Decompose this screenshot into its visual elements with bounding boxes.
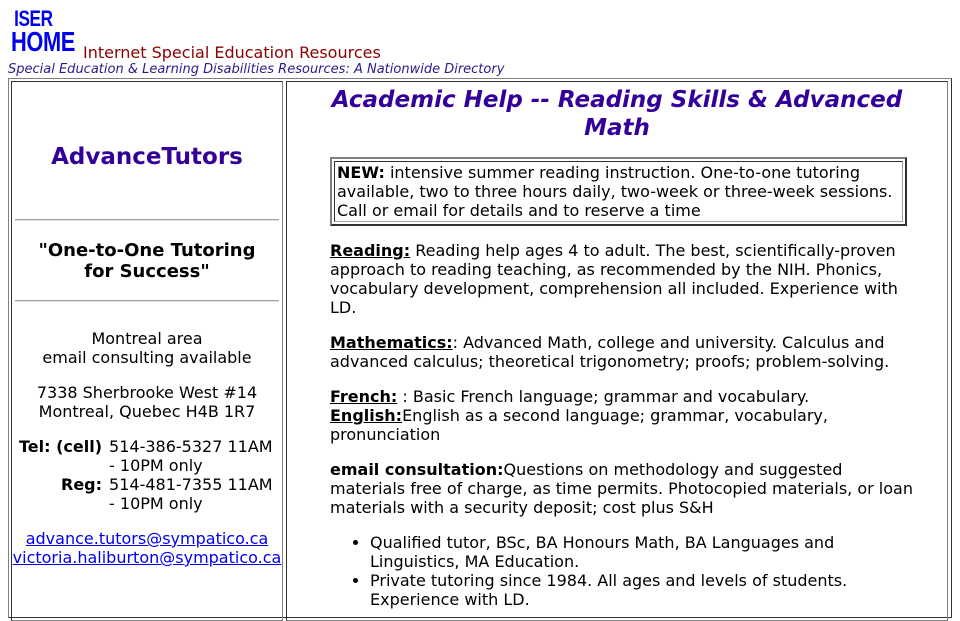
divider xyxy=(15,300,279,302)
section-label: Mathematics: xyxy=(330,333,453,352)
section-mathematics xyxy=(330,333,915,371)
address-line-1: 7338 Sherbrooke West #14 xyxy=(36,383,258,402)
section-languages xyxy=(330,387,915,444)
new-notice-box xyxy=(330,157,907,226)
services-content xyxy=(330,241,915,609)
slogan-line-1: "One-to-One Tutoring xyxy=(38,240,256,261)
phone-value: 514-481-7355 11AM - 10PM only xyxy=(109,475,273,513)
page-header xyxy=(0,0,960,78)
logo-line-2: HOME xyxy=(11,26,75,57)
iser-home-logo-link[interactable] xyxy=(11,6,75,57)
divider xyxy=(15,219,279,221)
new-text: intensive summer reading instruction. One-to-one tutoring available, two to three hours daily, two-week or three-week sessions. Call or email for details and to reserve a time xyxy=(337,163,893,220)
phone-value: 514-386-5327 11AM - 10PM only xyxy=(109,437,273,475)
section-label: English: xyxy=(330,406,403,425)
email-link-victoria[interactable]: victoria.haliburton@sympatico.ca xyxy=(12,548,282,567)
site-tagline: Special Education & Learning Disabilities Resources: A Nationwide Directory xyxy=(8,62,505,77)
slogan xyxy=(12,240,282,282)
section-email-consultation xyxy=(330,460,915,517)
section-label: French: xyxy=(330,387,398,406)
section-label: email consultation: xyxy=(330,460,504,479)
slogan-line-2: for Success" xyxy=(84,261,210,282)
section-text: English as a second language; grammar, vocabulary, pronunciation xyxy=(330,406,828,444)
main-layout-table xyxy=(8,78,952,618)
section-text: : Advanced Math, college and university. Calculus and advanced calculus; theoretical trigonometry; proofs; problem-solving. xyxy=(330,333,890,371)
phone-row-reg xyxy=(18,475,282,513)
new-label: NEW: xyxy=(337,163,385,182)
address-line-2: Montreal, Quebec H4B 1R7 xyxy=(38,402,256,421)
list-item: • Private tutoring since 1984. All ages and levels of students. Experience with LD. xyxy=(370,571,915,609)
list-item: • Qualified tutor, BSc, BA Honours Math, BA Languages and Linguistics, MA Education. xyxy=(370,533,915,571)
area-line-1: Montreal area xyxy=(91,329,203,348)
email-links xyxy=(12,529,282,567)
address xyxy=(12,383,282,421)
new-notice xyxy=(334,161,903,222)
section-label: Reading: xyxy=(330,241,411,260)
section-reading xyxy=(330,241,915,317)
contact-sidebar xyxy=(11,81,283,621)
service-area xyxy=(12,329,282,367)
section-text: Reading help ages 4 to adult. The best, scientifically-proven approach to reading teaching, as recommended by the NIH. Phonics, vocabulary development, comprehension all included. Experience with LD. xyxy=(330,241,898,317)
main-content xyxy=(286,81,948,621)
page-title: Academic Help -- Reading Skills & Advanced Math xyxy=(331,87,903,141)
site-title: Internet Special Education Resources xyxy=(83,43,381,62)
phone-label: Reg: xyxy=(61,475,103,494)
qualifications-list xyxy=(330,533,915,609)
phone-row-cell xyxy=(18,437,282,475)
section-text: : Basic French language; grammar and vocabulary. xyxy=(397,387,810,406)
brand-name: AdvanceTutors xyxy=(51,144,243,170)
logo-line-1: ISER xyxy=(14,6,53,31)
phone-label: Tel: (cell) xyxy=(19,437,103,456)
phone-table xyxy=(18,437,282,513)
email-link-advance-tutors[interactable]: advance.tutors@sympatico.ca xyxy=(25,529,269,548)
area-line-2: email consulting available xyxy=(42,348,252,367)
section-text: Questions on methodology and suggested materials free of charge, as time permits. Photocopied materials, or loan materials with a security deposit; cost plus S&H xyxy=(330,460,913,517)
